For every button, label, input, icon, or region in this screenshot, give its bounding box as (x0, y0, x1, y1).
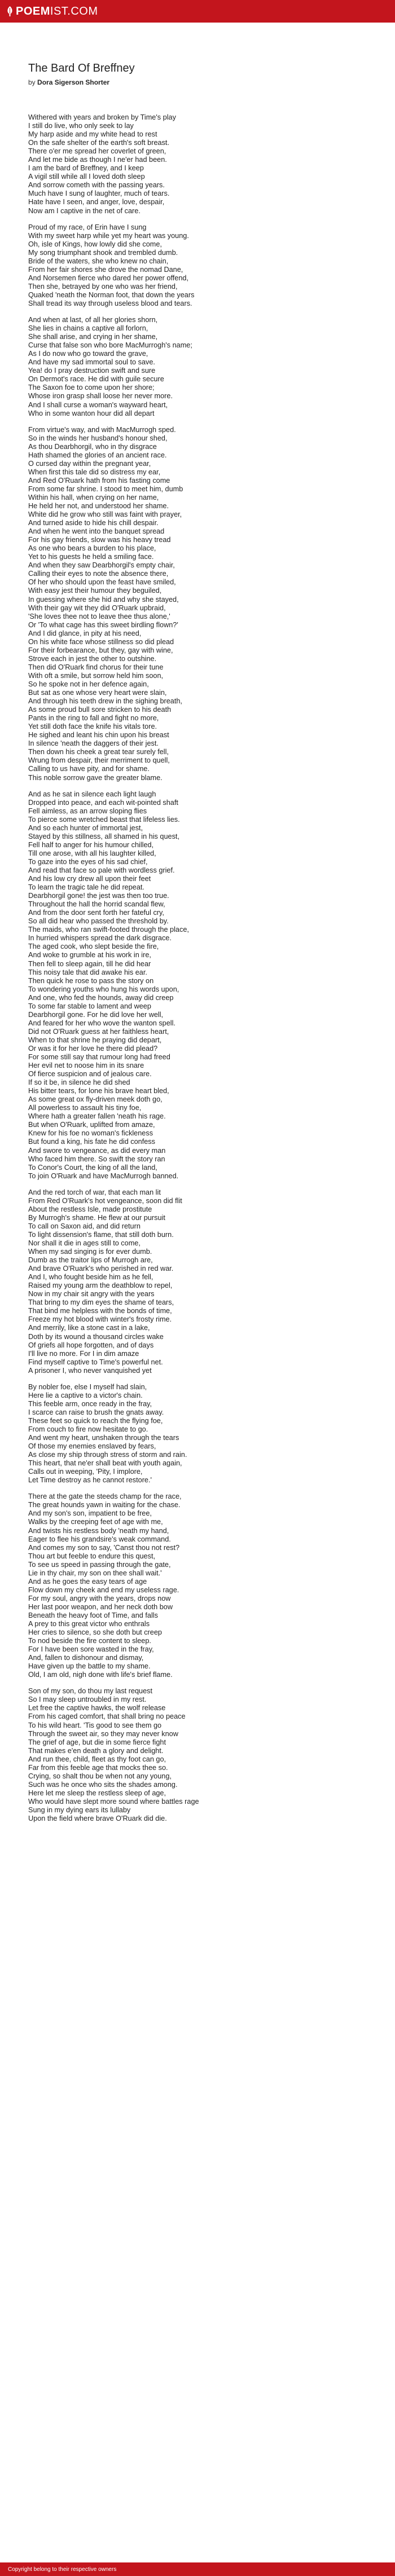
poem-line: And one, who fed the hounds, away did creep (28, 993, 174, 1002)
poem-line: A prey to this great victor who enthrals (28, 1620, 150, 1628)
poem-line: Hath shamed the glories of an ancient race. (28, 451, 167, 459)
poem-line: Who would have slept more sound where battles rage (28, 1797, 199, 1806)
poem-line: For I have been sore wasted in the fray, (28, 1645, 154, 1654)
poem-line: Find myself captive to Time's powerful net. (28, 1358, 163, 1366)
poem-line: So he spoke not in her defence again, (28, 680, 149, 688)
poem-line: Calling their eyes to note the absence there, (28, 570, 169, 578)
poem-line: With my sweet harp while yet my heart was young. (28, 231, 189, 240)
site-logo[interactable] (7, 5, 98, 18)
poem-line: That makes e'en death a glory and delight. (28, 1746, 164, 1755)
poem-line: To learn the tragic tale he did repeat. (28, 883, 144, 892)
poem-line: Of griefs all hope forgotten, and of days (28, 1341, 154, 1349)
poem-line: And went my heart, unshaken through the tears (28, 1434, 179, 1442)
poem-line: And merrily, like a stone cast in a lake, (28, 1324, 150, 1332)
poem-line: By Murrogh's shame. He flew at our pursuit (28, 1213, 165, 1222)
poem-line: From Red O'Ruark's hot vengeance, soon did flit (28, 1196, 182, 1205)
poem-line: Dearbhorgil gone! the jest was then too true. (28, 892, 169, 900)
poem-line: From her fair shores she drove the nomad Dane, (28, 265, 183, 274)
poem-line: Shall tread its way through useless blood and tears. (28, 299, 192, 307)
poem-line: Who faced him there. So swift the story ran (28, 1155, 165, 1163)
poem-line: That bind me helpless with the bonds of time, (28, 1307, 172, 1315)
stanza (28, 1383, 367, 1485)
poem-line: And turned aside to hide his chill despair. (28, 519, 159, 527)
poem-line: If so it be, in silence he did shed (28, 1078, 130, 1087)
poem-line: These feet so quick to reach the flying foe, (28, 1416, 163, 1425)
poem-line: To wondering youths who hung his words upon, (28, 985, 179, 993)
poem-line: I still do live, who only seek to lay (28, 122, 134, 130)
poem-line: When to that shrine he praying did depart, (28, 1036, 162, 1044)
poem-line: In guessing where she hid and why she stayed, (28, 595, 179, 604)
logo-text (16, 5, 98, 18)
poem-line: About the restless Isle, made prostitute (28, 1205, 152, 1213)
logo-bold: POEM (16, 5, 50, 17)
poem-line: With oft a smile, but sorrow held him soon, (28, 671, 164, 680)
poem-line: Did not O'Ruark guess at her faithless heart, (28, 1027, 169, 1036)
poem-line: And as he sat in silence each light laugh (28, 790, 156, 798)
poem-line: To some far stable to lament and weep (28, 1002, 151, 1010)
poem-line: This heart, that ne'er shall beat with youth again, (28, 1459, 182, 1468)
poem-line: I scarce can raise to brush the gnats away. (28, 1408, 164, 1416)
poem-line: She shall arise, and crying in her shame, (28, 333, 158, 341)
stanza (28, 1492, 367, 1679)
poem-line: On his white face whose stillness so did plead (28, 637, 174, 646)
poem-line: To nod beside the fire content to sleep. (28, 1637, 151, 1645)
poem-line: From virtue's way, and with MacMurrogh sped. (28, 425, 176, 434)
poem-line: Or was it for her love he there did plead? (28, 1044, 158, 1053)
poem-line: There o'er me spread her coverlet of green, (28, 147, 166, 156)
poem-line: And comes my son to say, 'Canst thou not rest? (28, 1543, 180, 1552)
poem-line: As thou Dearbhorgil, who in thy disgrace (28, 442, 157, 451)
poem-line: With easy jest their humour they beguiled, (28, 587, 162, 595)
poem-line: From some far shrine. I stood to meet him, dumb (28, 485, 183, 493)
poem-line: Through the sweet air, so they may never know (28, 1729, 178, 1738)
poem-line: Yet to his guests he held a smiling face. (28, 553, 154, 561)
poem-line: For their forbearance, but they, gay with wine, (28, 646, 173, 654)
poem-line: Then quick he rose to pass the story on (28, 976, 154, 985)
poem-line: On Dermot's race. He did with guile secure (28, 375, 164, 384)
poem-line: Strove each in jest the other to outshine. (28, 654, 157, 663)
poem-line: Let Time destroy as he cannot restore.' (28, 1476, 152, 1485)
poem-line: And so each hunter of immortal jest, (28, 824, 143, 832)
poem-line: She lies in chains a captive all forlorn, (28, 324, 148, 333)
poem-line: Pants in the ring to fall and fight no more, (28, 714, 159, 723)
poem-line: Where hath a greater fallen 'neath his rage. (28, 1112, 166, 1121)
poem-line: So in the winds her husband's honour shed, (28, 434, 168, 442)
poem-line: Far from this feeble age that mocks thee so. (28, 1763, 168, 1772)
poem-line: To his wild heart. 'Tis good to see them go (28, 1721, 162, 1729)
poem-content (0, 23, 395, 1823)
poem-line: And his low cry drew all upon their feet (28, 875, 151, 883)
poem-line: I am the bard of Breffney, and I keep (28, 164, 144, 173)
poem-line: As I do now who go toward the grave, (28, 350, 148, 358)
poem-line: Within his hall, when crying on her name, (28, 493, 159, 501)
poem-line: To see us speed in passing through the gate, (28, 1560, 171, 1569)
poem-line: So I may sleep untroubled in my rest. (28, 1696, 147, 1704)
poem-line: Or 'To what cage has this sweet birdling flown?' (28, 620, 178, 629)
poem-line: Here let me sleep the restless sleep of age, (28, 1789, 166, 1797)
poem-line: And I shall curse a woman's wayward heart, (28, 400, 168, 409)
poem-line: O cursed day within the pregnant year, (28, 459, 151, 468)
poem-line: Stayed by this stillness, all shamed in his quest, (28, 832, 179, 840)
stanza (28, 316, 367, 418)
poem-line: The great hounds yawn in waiting for the chase. (28, 1501, 181, 1509)
poem-line: As close my ship through stress of storm and rain. (28, 1451, 187, 1459)
poem-line: Then down his cheek a great tear surely fell, (28, 748, 169, 756)
poem-line: He sighed and leant his chin upon his breast (28, 731, 169, 739)
poem-line: Now am I captive in the net of care. (28, 206, 141, 215)
poem-body (28, 113, 367, 1823)
poem-line: Knew for his foe no woman's fickleness (28, 1129, 153, 1138)
poem-line: Such was he once who sits the shades among. (28, 1780, 178, 1789)
poem-line: Beneath the heavy foot of Time, and falls (28, 1611, 158, 1619)
poem-line: Crying, so shalt thou be when not any young, (28, 1772, 172, 1780)
poem-line: For my soul, angry with the years, drops now (28, 1594, 171, 1602)
stanza (28, 426, 367, 782)
poem-line: To light dissension's flame, that still doth burn. (28, 1230, 174, 1239)
poem-title: The Bard Of Breffney (28, 62, 135, 74)
poem-line: To gaze into the eyes of his sad chief, (28, 857, 148, 866)
poem-line: Proud of my race, of Erin have I sung (28, 223, 147, 231)
poem-line: A prisoner I, who never vanquished yet (28, 1366, 152, 1375)
poem-line: The grief of age, but die in some fierce fight (28, 1738, 166, 1746)
poem-line: And Norsemen fierce who dared her power offend, (28, 274, 188, 282)
poem-line: In silence 'neath the daggers of their jest. (28, 739, 159, 748)
poem-line: Nor shall it die in ages still to come, (28, 1239, 141, 1247)
stanza (28, 1188, 367, 1375)
poem-line: This feeble arm, once ready in the fray, (28, 1399, 152, 1408)
poem-line: Old, I am old, nigh done with life's brief flame. (28, 1671, 173, 1679)
poem-line: Hate have I seen, and anger, love, despair, (28, 198, 165, 206)
poem-line: From his caged comfort, that shall bring no peace (28, 1712, 186, 1721)
poem-line: Dearbhorgil gone. For he did love her well, (28, 1010, 164, 1019)
poem-line: Sung in my dying ears its lullaby (28, 1806, 131, 1814)
poem-line: And my son's son, impatient to be free, (28, 1509, 152, 1518)
quill-icon (7, 6, 13, 16)
poem-line: Fell aimless, as an arrow sloping flies (28, 807, 147, 815)
poem-line: Her last poor weapon, and her neck doth bow (28, 1602, 173, 1611)
poem-line: Have given up the battle to my shame. (28, 1662, 151, 1671)
site-header (0, 0, 395, 23)
poem-line: This noble sorrow gave the greater blame. (28, 773, 163, 782)
poem-line: Much have I sung of laughter, much of tears. (28, 190, 170, 198)
poem-line: And twists his restless body 'neath my hand, (28, 1526, 169, 1535)
poem-line: And feared for her who wove the wanton spell. (28, 1019, 175, 1027)
poem-line: From couch to fire now hesitate to go. (28, 1425, 148, 1433)
poem-line: Her cries to silence, so she doth but creep (28, 1628, 162, 1637)
poem-line: And run thee, child, fleet as thy foot can go, (28, 1755, 166, 1763)
poem-line: And from the door sent forth her fateful cry, (28, 909, 164, 917)
poem-line: By nobler foe, else I myself had slain, (28, 1382, 147, 1391)
poem-line: Raised my young arm the deathblow to repel, (28, 1282, 173, 1290)
poem-line: Her evil net to noose him in its snare (28, 1062, 144, 1070)
poem-line: And when at last, of all her glories shorn, (28, 316, 158, 324)
poem-line: Bride of the waters, she who knew no chain, (28, 257, 169, 265)
poem-line: As some great ox fly-driven meek doth go, (28, 1095, 163, 1104)
site-footer (0, 2562, 395, 2576)
poem-line: And the red torch of war, that each man lit (28, 1188, 161, 1196)
poem-line: Of fierce suspicion and of jealous care. (28, 1070, 152, 1078)
poem-line: The maids, who ran swift-footed through the place, (28, 926, 189, 934)
poem-line: And when he went into the banquet spread (28, 527, 165, 536)
stanza (28, 223, 367, 308)
logo-light: IST.COM (50, 5, 98, 17)
poem-line: Yea! do I pray destruction swift and sure (28, 367, 156, 375)
author-link[interactable]: Dora Sigerson Shorter (37, 78, 110, 86)
poem-line: And have my sad immortal soul to save. (28, 358, 155, 367)
poem-line: On the safe shelter of the earth's soft breast. (28, 139, 169, 147)
poem-line: I'll live no more. For I in dim amaze (28, 1349, 139, 1358)
poem-line: Wrung from despair, their merriment to quell, (28, 756, 170, 765)
poem-line: Then she, betrayed by one who was her friend, (28, 282, 178, 290)
poem-line: There at the gate the steeds champ for the race, (28, 1492, 182, 1501)
poem-line: That bring to my dim eyes the shame of tears, (28, 1298, 174, 1307)
poem-line: Quaked 'neath the Norman foot, that down the years (28, 290, 195, 299)
poem-line: Yet still doth face the knife his vitals tore. (28, 723, 157, 731)
poem-line: This noisy tale that did awake his ear. (28, 968, 147, 976)
poem-line: Throughout the hall the horrid scandal flew, (28, 900, 165, 909)
poem-line: Till one arose, with all his laughter killed, (28, 849, 156, 857)
poem-line: But when O'Ruark, uplifted from amaze, (28, 1121, 155, 1129)
poem-line: To Conor's Court, the king of all the land, (28, 1163, 157, 1172)
stanza (28, 113, 367, 215)
poem-line: For his gay friends, slow was his heavy tread (28, 536, 171, 544)
poem-line: Of her who should upon the feast have smiled, (28, 578, 176, 587)
poem-line: Upon the field where brave O'Ruark did die. (28, 1815, 167, 1823)
poem-line: Thou art but feeble to endure this quest, (28, 1552, 155, 1560)
poem-line: For some still say that rumour long had freed (28, 1053, 170, 1062)
poem-line: When first this tale did so distress my ear, (28, 468, 161, 476)
poem-line: And when they saw Dearbhorgil's empty chair, (28, 561, 175, 570)
poem-line: And Red O'Ruark hath from his fasting come (28, 476, 170, 485)
poem-line: Whose iron grasp shall loose her never more. (28, 392, 173, 400)
poem-line: As some proud bull sore stricken to his death (28, 706, 172, 714)
poem-line: Then did O'Ruark find chorus for their tune (28, 663, 164, 671)
byline (28, 78, 367, 86)
poem-line: To pierce some wretched beast that lifeless lies. (28, 815, 180, 824)
poem-line: In hurried whispers spread the dark disgrace. (28, 934, 172, 943)
poem-line: Dropped into peace, and each wit-pointed shaft (28, 798, 178, 807)
poem-line: Here lie a captive to a victor's chain. (28, 1391, 143, 1399)
poem-line: Now in my chair sit angry with the years (28, 1290, 155, 1298)
poem-line: And swore to vengeance, as did every man (28, 1146, 166, 1155)
poem-line: 'She loves thee not to leave thee thus alone,' (28, 612, 170, 620)
poem-line: And read that face so pale with wordless grief. (28, 866, 175, 874)
poem-line: My song triumphant shook and trembled dumb. (28, 248, 178, 257)
poem-line: My harp aside and my white head to rest (28, 130, 157, 139)
poem-line: Who in some wanton hour did all depart (28, 409, 155, 417)
poem-line: With their gay wit they did O'Ruark upbraid, (28, 604, 166, 612)
poem-line: All powerless to assault his tiny foe, (28, 1104, 142, 1112)
poem-line: As one who bears a burden to his place, (28, 544, 156, 553)
poem-line: Curse that false son who bore MacMurrogh's name; (28, 341, 192, 350)
poem-line: To call on Saxon aid, and did return (28, 1222, 141, 1230)
poem-line: Lie in thy chair, my son on thee shall wait.' (28, 1569, 162, 1577)
poem-line: Eager to flee his grandsire's weak command. (28, 1535, 171, 1543)
stanza (28, 1687, 367, 1823)
poem-line: Fell half to anger for his humour chilled, (28, 840, 154, 849)
copyright-notice: Copyright belong to their respective owners (8, 2566, 117, 2573)
poem-line: And as he goes the easy tears of age (28, 1577, 147, 1586)
poem-line: Walks by the creeping feet of age with me, (28, 1518, 163, 1526)
poem-line: Flow down my cheek and end my useless rage. (28, 1586, 179, 1594)
poem-line: Son of my son, do thou my last request (28, 1687, 153, 1696)
poem-line: White did he grow who still was faint with prayer, (28, 510, 182, 519)
poem-line: Withered with years and broken by Time's play (28, 113, 176, 121)
poem-line: Then fell to sleep again, till he did hear (28, 959, 151, 968)
poem-line: Freeze my hot blood with winter's frosty rime. (28, 1315, 172, 1324)
poem-line: And let me bide as though I ne'er had been. (28, 156, 167, 164)
poem-line: So all did hear who passed the threshold by. (28, 917, 169, 926)
poem-line: His bitter tears, for lone his brave heart bled, (28, 1087, 169, 1095)
poem-line: To join O'Ruark and have MacMurrogh banned. (28, 1172, 179, 1180)
poem-line: A vigil still while all I loved doth sleep (28, 173, 145, 181)
poem-line: Calls out in weeping, 'Pity, I implore, (28, 1468, 143, 1476)
poem-line: Of those my enemies enslaved by fears, (28, 1442, 156, 1451)
poem-line: And woke to grumble at his work in ire, (28, 951, 151, 959)
poem-line: But sat as one whose very heart were slain, (28, 689, 167, 697)
poem-line: And I did glance, in pity at his need, (28, 629, 142, 637)
poem-line: And sorrow cometh with the passing years. (28, 181, 165, 190)
poem-line: Calling to us have pity, and for shame. (28, 765, 150, 773)
poem-line: And I, who fought beside him as he fell, (28, 1273, 153, 1282)
poem-line: Dumb as the traitor lips of Murrogh are, (28, 1256, 153, 1265)
poem-line: And brave O'Ruark's who perished in red war. (28, 1265, 174, 1273)
poem-line: But found a king, his fate he did confess (28, 1138, 155, 1146)
poem-line: The Saxon foe to come upon her shore; (28, 384, 155, 392)
poem-line: The aged cook, who slept beside the fire, (28, 943, 159, 951)
poem-line: And through his teeth drew in the sighing breath, (28, 697, 182, 706)
poem-line: Oh, isle of Kings, how lowly did she come, (28, 240, 162, 248)
by-label: by (28, 78, 36, 86)
stanza (28, 790, 367, 1181)
poem-line: He held her not, and understood her shame. (28, 502, 169, 510)
poem-line: When my sad singing is for ever dumb. (28, 1248, 152, 1256)
poem-line: And, fallen to dishonour and dismay, (28, 1654, 144, 1662)
poem-line: Let free the captive hawks, the wolf release (28, 1704, 166, 1712)
poem-line: Doth by its wound a thousand circles wake (28, 1332, 164, 1341)
